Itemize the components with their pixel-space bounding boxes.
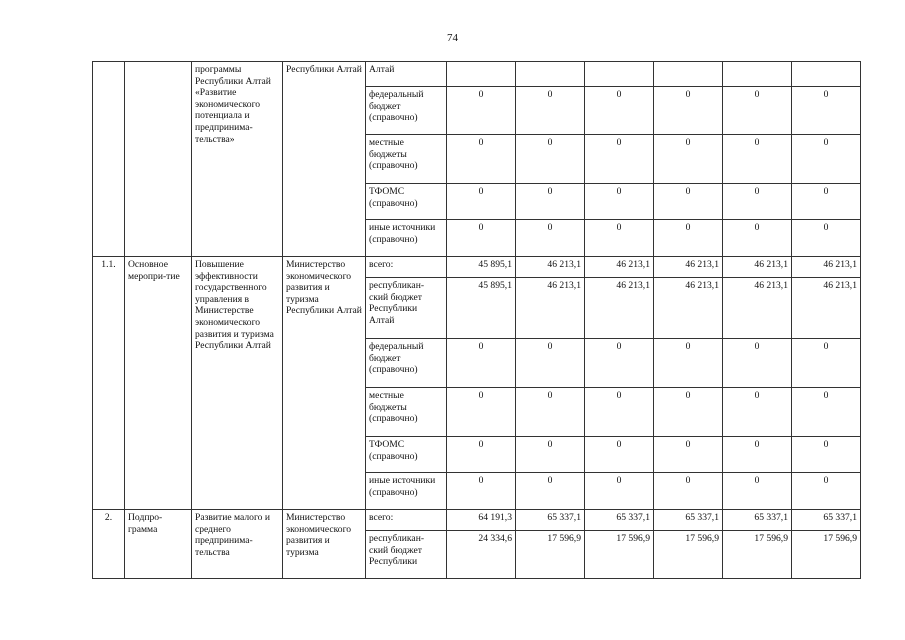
value-cell: [447, 62, 516, 87]
value-cell: 0: [516, 87, 585, 135]
value-cell: 0: [723, 437, 792, 473]
source-cell: местные бюджеты (справочно): [366, 135, 447, 184]
source-cell: ТФОМС (справочно): [366, 437, 447, 473]
value-cell: 0: [585, 184, 654, 220]
value-cell: 65 337,1: [654, 510, 723, 531]
value-cell: 0: [447, 220, 516, 257]
value-cell: [516, 62, 585, 87]
value-cell: 17 596,9: [516, 531, 585, 579]
table-row: [93, 257, 861, 278]
value-cell: 0: [516, 437, 585, 473]
item-type-cell: Основное меропри-тие: [125, 257, 192, 510]
value-cell: 46 213,1: [654, 257, 723, 278]
budget-table: [92, 61, 861, 579]
value-cell: 17 596,9: [792, 531, 861, 579]
value-cell: 46 213,1: [723, 278, 792, 339]
executor-cell: Республики Алтай: [283, 62, 366, 257]
source-cell: всего:: [366, 257, 447, 278]
value-cell: 0: [585, 220, 654, 257]
value-cell: 65 337,1: [516, 510, 585, 531]
source-cell: республикан-ский бюджет Республики: [366, 531, 447, 579]
table-row: [93, 62, 861, 87]
value-cell: 0: [654, 473, 723, 510]
source-cell: ТФОМС (справочно): [366, 184, 447, 220]
value-cell: 46 213,1: [792, 278, 861, 339]
value-cell: 0: [792, 184, 861, 220]
value-cell: 0: [447, 87, 516, 135]
row-number-cell: 2.: [93, 510, 125, 579]
item-type-cell: [125, 62, 192, 257]
value-cell: 0: [516, 135, 585, 184]
table-row: [93, 510, 861, 531]
value-cell: 0: [654, 388, 723, 437]
value-cell: 0: [723, 184, 792, 220]
value-cell: 0: [792, 388, 861, 437]
value-cell: 0: [792, 437, 861, 473]
value-cell: 0: [723, 473, 792, 510]
value-cell: 0: [723, 339, 792, 388]
value-cell: 17 596,9: [654, 531, 723, 579]
value-cell: 0: [723, 220, 792, 257]
value-cell: [585, 62, 654, 87]
value-cell: 45 895,1: [447, 257, 516, 278]
value-cell: 0: [654, 437, 723, 473]
value-cell: 0: [723, 135, 792, 184]
executor-cell: Министерство экономического развития и туризма: [283, 510, 366, 579]
program-name-cell: Развитие малого и среднего предпринима-тельства: [192, 510, 283, 579]
source-cell: всего:: [366, 510, 447, 531]
source-cell: федеральный бюджет (справочно): [366, 339, 447, 388]
value-cell: 0: [585, 473, 654, 510]
value-cell: 65 337,1: [585, 510, 654, 531]
program-name-cell: программы Республики Алтай «Развитие экономического потенциала и предпринима-тельства»: [192, 62, 283, 257]
value-cell: 17 596,9: [585, 531, 654, 579]
value-cell: [792, 62, 861, 87]
item-type-cell: Подпро-грамма: [125, 510, 192, 579]
value-cell: 0: [516, 220, 585, 257]
value-cell: 0: [792, 87, 861, 135]
value-cell: 0: [585, 135, 654, 184]
value-cell: 46 213,1: [516, 278, 585, 339]
value-cell: 46 213,1: [585, 257, 654, 278]
value-cell: 0: [585, 87, 654, 135]
value-cell: [723, 62, 792, 87]
value-cell: 17 596,9: [723, 531, 792, 579]
table-body: [93, 62, 861, 579]
value-cell: 0: [792, 473, 861, 510]
value-cell: 0: [447, 388, 516, 437]
source-cell: федеральный бюджет (справочно): [366, 87, 447, 135]
value-cell: 46 213,1: [723, 257, 792, 278]
value-cell: 46 213,1: [516, 257, 585, 278]
value-cell: 0: [585, 437, 654, 473]
row-number-cell: 1.1.: [93, 257, 125, 510]
value-cell: 24 334,6: [447, 531, 516, 579]
value-cell: 0: [654, 339, 723, 388]
executor-cell: Министерство экономического развития и туризма Республики Алтай: [283, 257, 366, 510]
row-number-cell: [93, 62, 125, 257]
source-cell: Алтай: [366, 62, 447, 87]
value-cell: 0: [447, 437, 516, 473]
value-cell: 0: [447, 473, 516, 510]
source-cell: иные источники (справочно): [366, 220, 447, 257]
source-cell: республикан-ский бюджет Республики Алтай: [366, 278, 447, 339]
value-cell: 0: [654, 87, 723, 135]
value-cell: 46 213,1: [654, 278, 723, 339]
value-cell: 0: [585, 339, 654, 388]
value-cell: 0: [447, 184, 516, 220]
value-cell: 0: [516, 473, 585, 510]
value-cell: 46 213,1: [792, 257, 861, 278]
value-cell: 0: [516, 388, 585, 437]
value-cell: 0: [447, 339, 516, 388]
source-cell: иные источники (справочно): [366, 473, 447, 510]
value-cell: 0: [792, 220, 861, 257]
value-cell: [654, 62, 723, 87]
source-cell: местные бюджеты (справочно): [366, 388, 447, 437]
value-cell: 0: [723, 87, 792, 135]
value-cell: 46 213,1: [585, 278, 654, 339]
value-cell: 0: [654, 220, 723, 257]
value-cell: 0: [654, 184, 723, 220]
value-cell: 45 895,1: [447, 278, 516, 339]
value-cell: 65 337,1: [792, 510, 861, 531]
value-cell: 0: [447, 135, 516, 184]
program-name-cell: Повышение эффективности государственного управления в Министерстве экономического развития и туризма Республики Алтай: [192, 257, 283, 510]
value-cell: 65 337,1: [723, 510, 792, 531]
value-cell: 0: [792, 135, 861, 184]
value-cell: 0: [792, 339, 861, 388]
page-number: 74: [447, 32, 458, 44]
value-cell: 0: [516, 184, 585, 220]
value-cell: 0: [723, 388, 792, 437]
value-cell: 0: [516, 339, 585, 388]
value-cell: 0: [585, 388, 654, 437]
value-cell: 64 191,3: [447, 510, 516, 531]
value-cell: 0: [654, 135, 723, 184]
